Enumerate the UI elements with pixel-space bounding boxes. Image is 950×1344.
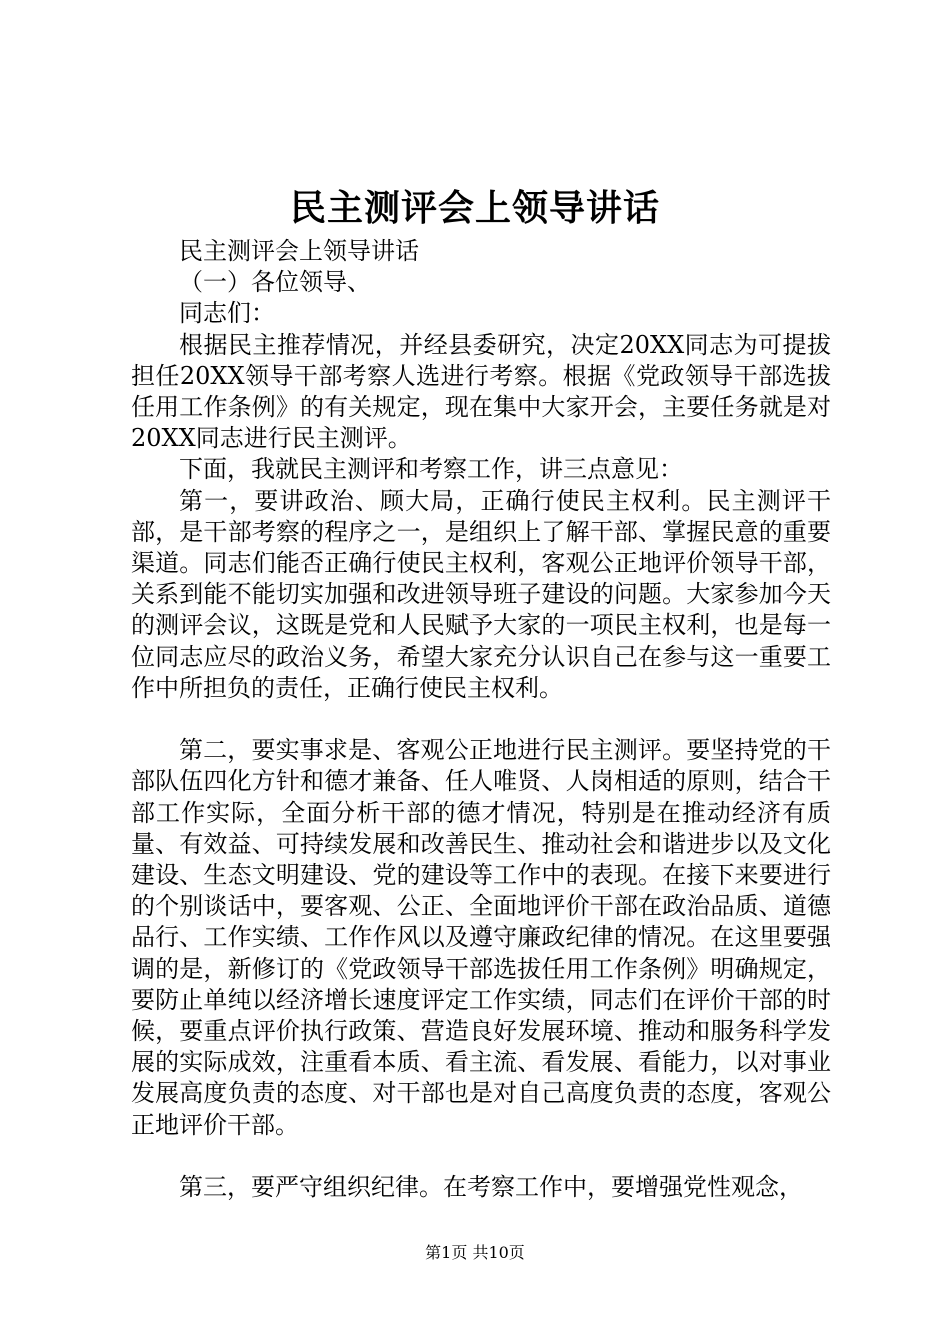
paragraph-point-two: 第二，要实事求是、客观公正地进行民主测评。要坚持党的干部队伍四化方针和德才兼备、任人唯贤、人岗相适的原则，结合干部工作实际，全面分析干部的德才情况，特别是在推动经济有质量、有效益、可持续发展和改善民生、推动社会和谐进步以及文化建设、生态文明建设、党的建设等工作中的表现。在接下来要进行的个别谈话中，要客观、公正、全面地评价干部在政治品质、道德品行、工作实绩、工作作风以及遵守廉政纪律的情况。在这里要强调的是，新修订的《党政领导干部选拔任用工作条例》明确规定，要防止单纯以经济增长速度评定工作实绩，同志们在评价干部的时候，要重点评价执行政策、营造良好发展环境、推动和服务科学发展的实际成效，注重看本质、看主流、看发展、看能力，以对事业发展高度负责的态度、对干部也是对自己高度负责的态度，客观公正地评价干部。: [131, 736, 831, 1139]
paragraph-salutation-comrades: 同志们：: [179, 299, 275, 328]
document-title: 民主测评会上领导讲话: [289, 187, 660, 229]
paragraph-intro: 根据民主推荐情况，并经县委研究，决定20XX同志为可提拔担任20XX领导干部考察人选进行考察。根据《党政领导干部选拔任用工作条例》的有关规定，现在集中大家开会，主要任务就是对20XX同志进行民主测评。: [131, 330, 831, 453]
paragraph-point-one: 第一，要讲政治、顾大局，正确行使民主权利。民主测评干部，是干部考察的程序之一，是组织上了解干部、掌握民意的重要渠道。同志们能否正确行使民主权利，客观公正地评价领导干部，关系到能不能切实加强和改进领导班子建设的问题。大家参加今天的测评会议，这既是党和人民赋予大家的一项民主权利，也是每一位同志应尽的政治义务，希望大家充分认识自己在参与这一重要工作中所担负的责任，正确行使民主权利。: [131, 486, 831, 702]
document-body: [131, 236, 831, 1203]
page-footer: 第1页 共10页: [425, 1243, 525, 1262]
paragraph-subtitle: 民主测评会上领导讲话: [179, 237, 419, 265]
paragraph-transition: 下面，我就民主测评和考察工作，讲三点意见：: [179, 455, 683, 484]
paragraph-salutation-leaders: （一）各位领导、: [179, 268, 371, 297]
paragraph-point-three: 第三，要严守组织纪律。在考察工作中，要增强党性观念，: [179, 1173, 803, 1202]
